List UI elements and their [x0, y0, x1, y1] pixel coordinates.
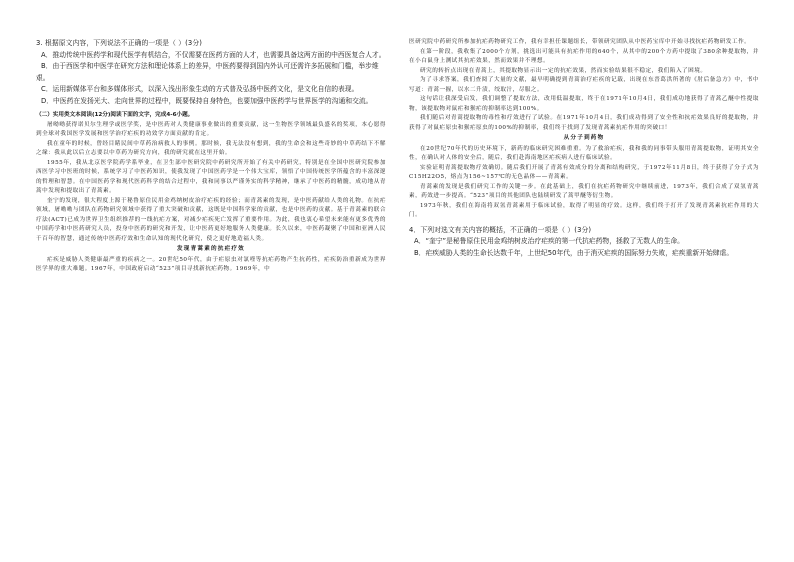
question-4-stem: 4．下列对选文有关内容的概括，不正确的一项是（ ）(3分) [409, 225, 592, 234]
paragraph: 在20世纪70年代的历史环境下，新药的临床研究困难重重。为了救治疟疾，我和我的同事带头服用青蒿提取物，证明其安全性，在确认对人体的安全后，随后，我们赴海南地区疟疾病人进行临床试验。 [409, 145, 759, 161]
section-heading-practical-text: （二）实用类文本阅读(12分)阅读下面的文字，完成4-6小题。 [36, 112, 194, 118]
paragraph: 这句话让我深受启发，我们调整了提取方法，改用低温提取，终于在1971年10月4日，我们成功地获得了青蒿乙醚中性提取物，该提取物对鼠疟和猴疟的抑制率达到100%。 [409, 96, 759, 112]
paragraph: 屠呦呦获得诺贝尔生理学或医学奖，是中医药对人类健康事业做出的重要贡献，这一生物医学领域最负盛名的奖项，本心愿得到全球对我国医学发展和医学治疗疟疾的功效学方面贡献的肯定。 [36, 121, 386, 137]
question-3-stem: 3. 根据原文内容，下列说法不正确的一项是（ ）(3分) [36, 39, 202, 47]
paragraph: 疟疾是威胁人类健康最严重的疾病之一。20世纪50年代，由于疟原虫对氯喹等抗疟药物产生抗药性，疟疾防治重新成为世界医学界的重大难题。1967年，中国政府启动“523”项目寻找新抗疟药物。1969年，中 [36, 256, 386, 272]
question-4-option-a: A．“奎宁”是秘鲁原住民用金鸡纳树皮治疗疟疾的第一代抗疟药物，拯救了无数人的生命。 [414, 237, 684, 245]
paragraph: 在第一阶段，我收集了2000个方剂，挑选出可能具有抗疟作用的640个，从其中的200个方药中提取了380余种提取物，并在小白鼠身上测试其抗疟效果，然而效果并不理想。 [409, 48, 759, 64]
article-subheading: 从分子到药物 [563, 135, 605, 141]
paragraph: 我们随后对青蒿提取物的毒性和疗效进行了试验。在1971年10月4日，我们成功得到了安全性和抗疟效果良好的提取物，并获得了对鼠疟原虫和猴疟原虫的100%的抑制率，我们终于找到了发现青蒿素抗疟作用的突破口！ [409, 115, 759, 131]
question-3-option-a: A．推动传统中医药学和现代医学有机结合，不仅需要在医药方面的人才，也需要具备这两方面的中西医复合人才。 [41, 50, 386, 59]
paragraph: 1955年，我从北京医学院药学系毕业，在卫生部中医研究院中药研究所开始了有关中药研究，特别是在全国中医研究院参加西医学习中医班的时候，系统学习了中医药知识，使我发现了中国医药学是一个伟大宝库，领悟了中国传统医学所蕴含的丰富深邃的哲理和智慧。在中国医药学和现代医药科学的结合过程中，我和同事以严谨务实的科学精神，继承了中医药的精髓，成功地从青蒿中发现和提取出了青蒿素。 [36, 159, 386, 194]
left-column [36, 38, 386, 275]
paragraph: 为了寻求答案，我们查阅了大量的文献，最早明确提到青蒿治疗疟疾的记载，出现在东晋葛洪所著的《肘后备急方》中，书中写道：青蒿一握，以水二升渍，绞取汁，尽服之。 [409, 77, 759, 93]
right-column [409, 38, 759, 259]
question-3-option-d: D．中医药在发扬光大、走向世界的过程中，既要保持自身特色，也要加强中医药学与世界医学的沟通和交流。 [41, 96, 373, 105]
question-3-option-c: C．运用新媒体平台和多媒体形式，以深入浅出形象生动的方式普及弘扬中医药文化，是文化自信的表现。 [41, 85, 359, 93]
paragraph: 我在童年的时候，曾经目睹民间中草药治病救人的事例。那时候，我无法没有想到，我的生命会和这些奇妙的中草药结下不解之缘：我从此以后立志要以中草药为研究方向，我的研究就在这里开始。 [36, 140, 386, 156]
question-4-option-b: B．疟疾威胁人类的生命长达数千年，上世纪50年代，由于消灭疟疾的国际努力失败，疟疾重新开始肆虐。 [414, 248, 734, 257]
paragraph: 实验证明青蒿提取物疗效确切。随后我们开展了青蒿有效成分的分离和结构研究，于1972年11月8日，终于获得了分子式为C15H22O5，熔点为156~157℃的无色晶体——青蒿素。 [409, 164, 759, 180]
paragraph: 奎宁的发现，很大程度上源于秘鲁原住民用金鸡纳树皮治疗疟疾的经验；而青蒿素的发现，是中医药献给人类的礼物。在抗疟领域，屠呦呦与团队在药物研究领域中获得了重大突破和贡献，这既是中国科学家的贡献，也是中医药的贡献。基于青蒿素的联合疗法(ACT)已成为世界卫生组织推荐的一线抗疟方案，对减少疟疾死亡发挥了重要作用。为此，我也衷心希望未来能有更多优秀的中国药学和中医药研究人员，投身中医药的研究和开发，让中医药更好地服务人类健康。长久以来，中医药凝聚了中国和亚洲人民千百年的智慧，通过传统中医药疗效和生命认知的现代化研究，使之更好地造福人类。 [36, 197, 386, 242]
question-3-option-b: B．由于西医学和中医学在研究方法和理论体系上的差异，中医药要得到国内外认可还需许多拓展和门槛，举步维艰。 [36, 62, 379, 82]
paragraph: 医研究院中药研究所参加抗疟药物研究工作，我有幸担任课题组长，带领研究团队从中医药宝库中开始寻找抗疟药物研发工作。 [409, 39, 751, 45]
paragraph: 研究的转折点出现在青蒿上，其提取物显示出一定的抗疟效果，然而实验结果很不稳定，我们陷入了困境。 [420, 67, 707, 74]
paragraph: 1973年秋，我们在海南将双氢青蒿素用于临床试验，取得了明显的疗效。这样，我们终于打开了发现青蒿素抗疟作用的大门。 [409, 202, 759, 218]
article-subheading: 发现青蒿素的抗疟疗效 [177, 246, 245, 252]
paragraph: 青蒿素的发现是我们研究工作的关键一步。在此基础上，我们在抗疟药物研究中继续前进，1973年，我们合成了双氢青蒿素，药效进一步提高。“523”项目的其他团队也陆续研发了蒿甲醚等衍生物。 [409, 183, 759, 199]
